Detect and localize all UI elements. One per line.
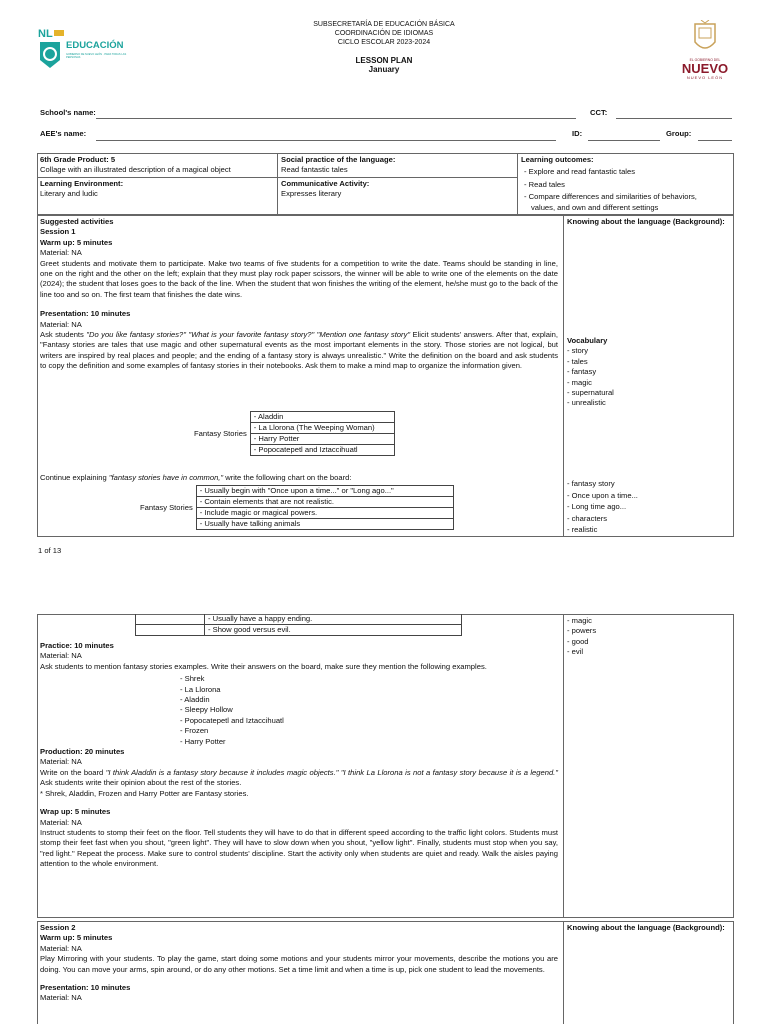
s2-presentation-material: Material: NA: [40, 993, 82, 1003]
group-label: Group:: [666, 129, 692, 138]
cct-field[interactable]: [616, 118, 732, 119]
group-field[interactable]: [698, 140, 732, 141]
header-line1: SUBSECRETARÍA DE EDUCACIÓN BÁSICA: [313, 21, 455, 28]
vocabulary-list: [567, 336, 731, 409]
social-practice-title: Social practice of the language:: [281, 155, 396, 164]
wrapup-material: Material: NA: [40, 817, 82, 827]
communicative-activity-cell: [281, 179, 515, 200]
session1-continued: [40, 641, 558, 870]
communicative-activity-text: Expresses literary: [281, 189, 342, 199]
id-field[interactable]: [588, 140, 660, 141]
vocab-item: - magic: [567, 616, 592, 625]
vocab-item: - good: [567, 636, 589, 646]
learning-outcomes-title: Learning outcomes:: [521, 155, 594, 164]
vocab-item: - Long time ago...: [567, 502, 627, 512]
vocab-item: - story: [567, 346, 589, 356]
session2-heading: Session 2: [40, 923, 76, 932]
production-note: * Shrek, Aladdin, Frozen and Harry Potter are Fantasy stories.: [40, 788, 249, 798]
suggested-activities-heading: Suggested activities: [40, 217, 114, 226]
session2-content: [40, 923, 558, 1004]
vocab-item: - unrealistic: [567, 398, 606, 408]
vocab-item: - evil: [567, 647, 584, 657]
page-number: 1 of 13: [38, 546, 62, 555]
header-line2: COORDINACIÓN DE IDIOMAS: [334, 30, 434, 37]
vocabulary-list-3: [567, 616, 731, 658]
example-item: - Aladdin: [180, 695, 210, 705]
practice-heading: Practice: 10 minutes: [40, 641, 114, 650]
vocab-item: - fantasy: [567, 367, 597, 377]
vocabulary-list-2: [567, 478, 731, 536]
communicative-activity-title: Communicative Activity:: [281, 179, 370, 188]
example-item: - Sleepy Hollow: [180, 705, 233, 715]
table2-row: - Include magic or magical powers.: [196, 508, 453, 519]
presentation-heading: Presentation: 10 minutes: [40, 309, 131, 319]
nuevo-leon-logo: [670, 20, 740, 88]
header-block: [250, 20, 518, 74]
logo-crown-icon: [54, 30, 64, 36]
product-title: 6th Grade Product: 5: [40, 155, 116, 164]
learning-outcomes-cell: [521, 155, 733, 213]
vocab-item: - characters: [567, 513, 608, 523]
logo-shield-icon: [38, 40, 62, 70]
table2-row: - Usually have a happy ending.: [205, 614, 462, 625]
school-name-label: School's name:: [40, 108, 96, 117]
warmup-text: Greet students and motivate them to participate. Make two teams of five students for a competition to write the date. Teams should be standing in line, one on the right and the other on the left; explain that they must play rock paper scissors, the winner will be able to write one of the elements on the date (2024); the student that loses goes to the back of the line. When the student that won finishes the writing of the element, he/she must go to the back of the line too and so on. The first team that finishes the date wins.: [40, 258, 558, 299]
cct-label: CCT:: [590, 108, 608, 117]
vocab-item: - fantasy story: [567, 479, 615, 488]
presentation-material: Material: NA: [40, 319, 82, 329]
product-text: Collage with an illustrated description of a magical object: [40, 165, 231, 175]
aee-name-label: AEE's name:: [40, 129, 87, 138]
s2-warmup-text: Play Mirroring with your students. To play the game, start doing some motions and your students mirror your movements, describe the motions you are doing. You can move your arms, spin around, or do any other motions. Set a time limit and when a time is up, pick one student to lead the movements.: [40, 954, 558, 974]
school-name-field[interactable]: [96, 118, 576, 119]
vocab-item: - realistic: [567, 525, 598, 535]
logo-nl-text: NL: [38, 28, 53, 40]
practice-text: Ask students to mention fantasy stories examples. Write their answers on the board, make sure they mention the following examples.: [40, 661, 487, 671]
vocab-item: - magic: [567, 377, 592, 387]
s2-warmup-material: Material: NA: [40, 943, 82, 953]
production-heading: Production: 20 minutes: [40, 747, 125, 757]
table1-row: - Harry Potter: [250, 434, 394, 445]
knowing-language-heading: Knowing about the language (Background):: [567, 217, 725, 226]
outcome-item: - Compare differences and similarities of behaviors,: [524, 192, 697, 202]
outcome-item: values, and own and different settings: [531, 202, 659, 212]
logo-tagline: GOBIERNO DE NUEVO LEÓN · PARA TODAS LAS PERSONAS: [66, 53, 127, 60]
logo-sub-text: NUEVO LEÓN: [686, 75, 724, 80]
example-item: - Harry Potter: [180, 736, 226, 746]
outcome-item: - Explore and read fantastic tales: [524, 167, 636, 177]
outcome-item: - Read tales: [524, 179, 565, 189]
fantasy-stories-chart: [137, 485, 454, 530]
production-material: Material: NA: [40, 757, 82, 767]
coat-of-arms-icon: [691, 20, 719, 56]
table1-label: Fantasy Stories: [194, 428, 247, 438]
wrapup-text: Instruct students to stomp their feet on the floor. Tell students they will have to do that in different speed according to the traffic light colors. Students must stomp their feet fast when you shout, "green light". They will have to slow down when you shout, "yellow light". Finally, students must stop when you say, "red light." Repeat the process. Make sure to control students' discipline. Start the activity only when students are quiet and ready. Walk the aisles paying attention to the whole environment.: [40, 827, 558, 869]
vocabulary-heading: Vocabulary: [567, 336, 608, 345]
header-line3: CICLO ESCOLAR 2023-2024: [337, 39, 431, 46]
knowing-language-heading: Knowing about the language (Background):: [567, 923, 725, 932]
table2-row: - Usually have talking animals: [196, 519, 453, 530]
knowing-language-cell: [567, 217, 731, 227]
logo-small-text: EL GOBIERNO DEL: [689, 58, 721, 62]
session1-heading: Session 1: [40, 227, 76, 237]
knowing-language-cell-2: [567, 923, 731, 933]
vocab-item: - powers: [567, 626, 597, 636]
table2-label: Fantasy Stories: [137, 486, 196, 530]
product-cell: [40, 155, 275, 176]
vocab-item: - Once upon a time...: [567, 490, 638, 500]
education-logo: [38, 28, 138, 78]
aee-name-field[interactable]: [96, 140, 556, 141]
s2-presentation-heading: Presentation: 10 minutes: [40, 983, 131, 993]
table2-row: - Usually begin with "Once upon a time..." or "Long ago...": [196, 486, 453, 497]
warmup-material: Material: NA: [40, 248, 82, 258]
environment-text: Literary and ludic: [40, 189, 98, 199]
presentation-text: Ask students "Do you like fantasy stories?" "What is your favorite fantasy story?" "Mention one fantasy story" Elicit students' answers. After that, explain, "Fantasy stories are tales that use magic and other supernatural events as the most important elements in the story. Those stories are not logical, but writers are inspired by real places and people; and the ending of a fantasy story is always unrealistic." Write the definition on the board and ask students to copy the definition and some examples of fantasy stories in their notebooks. Ask them to make a mind map to organize the information given.: [40, 330, 558, 371]
table1-row: - Popocatepetl and Iztaccihuatl: [250, 445, 394, 456]
social-practice-cell: [281, 155, 515, 176]
wrapup-heading: Wrap up: 5 minutes: [40, 807, 111, 817]
practice-material: Material: NA: [40, 651, 82, 661]
session1-content: [40, 217, 558, 372]
examples-list: [40, 674, 558, 747]
vocab-item: - supernatural: [567, 388, 614, 398]
s2-warmup-heading: Warm up: 5 minutes: [40, 933, 113, 943]
table2-row: - Contain elements that are not realistic.: [196, 497, 453, 508]
environment-title: Learning Environment:: [40, 179, 124, 188]
example-item: - La Llorona: [180, 684, 221, 694]
warmup-heading: Warm up: 5 minutes: [40, 237, 113, 247]
example-item: - Frozen: [180, 726, 209, 736]
vocab-item: - tales: [567, 356, 588, 366]
fantasy-stories-table: [191, 411, 395, 456]
production-text: Write on the board "I think Aladdin is a fantasy story because it includes magic objects." "I think La Llorona is not a fantasy story because it is a legend." Ask students write their opinion about the rest of the stories.: [40, 767, 558, 788]
continue-text: Continue explaining "fantasy stories have in common," write the following chart on the board:: [40, 473, 352, 482]
page-title: LESSON PLAN: [355, 56, 413, 65]
social-practice-text: Read fantastic tales: [281, 165, 348, 175]
page-subtitle-month: January: [368, 65, 400, 74]
example-item: - Shrek: [180, 674, 205, 684]
table1-row: - Aladdin: [250, 412, 394, 423]
logo-nuevo-text: NUEVO: [681, 61, 729, 76]
fantasy-stories-chart-continued: [135, 614, 462, 636]
table1-row: - La Llorona (The Weeping Woman): [250, 423, 394, 434]
environment-cell: [40, 179, 275, 200]
id-label: ID:: [572, 129, 583, 138]
logo-education-text: EDUCACIÓN: [66, 40, 124, 51]
table2-row: - Show good versus evil.: [205, 625, 462, 636]
example-item: - Popocatepetl and Iztaccihuatl: [180, 715, 284, 725]
